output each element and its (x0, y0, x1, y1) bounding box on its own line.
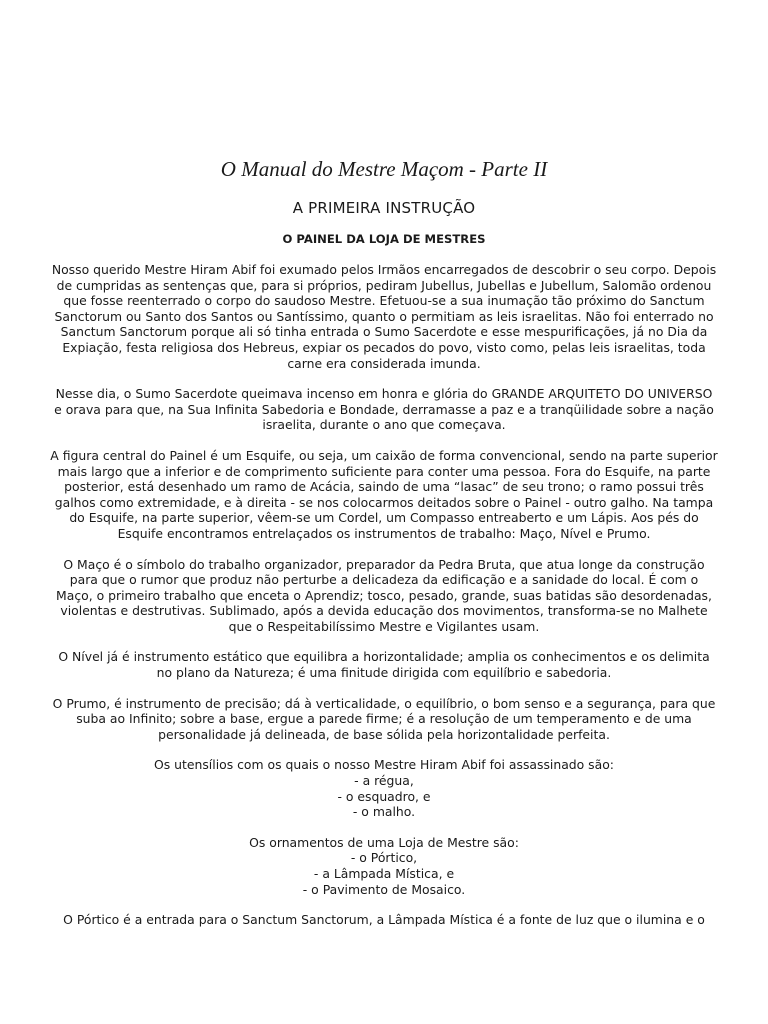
list-item: - o Pavimento de Mosaico. (302, 881, 466, 897)
utensils-list (50, 757, 718, 819)
ornaments-list-intro: Os ornamentos de uma Loja de Mestre são: (249, 834, 519, 850)
list-item: - o esquadro, e (337, 788, 431, 804)
ornaments-list (50, 835, 718, 897)
section-title: A PRIMEIRA INSTRUÇÃO (292, 199, 476, 217)
paragraph-coffin: A figura central do Painel é um Esquife, ou seja, um caixão de forma convencional, sendo na parte superior mais largo que a inferior e de comprimento suficiente para conter uma pessoa. Fora do Esquife, na parte posterior, está desenhado um ramo de Acácia, saindo de uma “lasac” de seu trono; o ramo possui três galhos como extremidade, e à direita - se nos colocarmos deitados sobre o Painel - outro galho. Na tampa do Esquife, na parte superior, vêem-se um Cordel, um Compasso entreaberto e um Lápis. Aos pés do Esquife encontramos entrelaçados os instrumentos de trabalho: Maço, Nível e Prumo. (50, 447, 718, 541)
paragraph-exhumation: Nosso querido Mestre Hiram Abif foi exumado pelos Irmãos encarregados de descobrir o seu corpo. Depois de cumpridas as sentenças que, para si próprios, pediram Jubellus, Jubellas e Jubellum, Salomão ordenou que fosse reenterrado o corpo do saudoso Mestre. Efetuou-se a sua inumação tão próximo do Sanctum Sanctorum ou Santo dos Santos ou Santíssimo, quanto o permitiam as leis israelitas. Não foi enterrado no Sanctum Sanctorum porque ali só tinha entrada o Sumo Sacerdote e esse mespurificações, já no Dia da Expiação, festa religiosa dos Hebreus, expiar os pecados do povo, visto como, pelas leis israelitas, toda carne era considerada imunda. (51, 262, 717, 371)
paragraph-high-priest: Nesse dia, o Sumo Sacerdote queimava incenso em honra e glória do GRANDE ARQUITETO DO UNIVERSO e orava para que, na Sua Infinita Sabedoria e Bondade, derramasse a paz e a tranqüilidade sobre a nação israelita, durante o ano que começava. (54, 386, 714, 433)
list-item: - a Lâmpada Mística, e (313, 866, 455, 881)
list-item: - o Pórtico, (350, 850, 418, 866)
paragraph-mallet: O Maço é o símbolo do trabalho organizador, preparador da Pedra Bruta, que atua longe da construção para que o rumor que produz não perturbe a delicadeza da edificação e a sanidade do local. É com o Maço, o primeiro trabalho que enceta o Aprendiz; tosco, pesado, grande, suas batidas são desordenadas, violentas e destrutivas. Sublimado, após a devida educação dos movimentos, transforma-se no Malhete que o Respeitabilíssimo Mestre e Vigilantes usam. (56, 556, 712, 634)
paragraph-portico: O Pórtico é a entrada para o Sanctum Sanctorum, a Lâmpada Mística é a fonte de luz que o ilumina e o (63, 912, 705, 928)
paragraph-level: O Nível já é instrumento estático que equilibra a horizontalidade; amplia os conhecimentos e os delimita no plano da Natureza; é uma finitude dirigida com equilíbrio e sabedoria. (58, 649, 710, 681)
list-item: - a régua, (354, 773, 414, 789)
paragraph-plumb: O Prumo, é instrumento de precisão; dá à verticalidade, o equilíbrio, o bom senso e a segurança, para que suba ao Infinito; sobre a base, ergue a parede firme; é a resolução de um temperamento e de uma personalidade já delineada, de base sólida pela horizontalidade perfeita. (52, 695, 716, 742)
document-page (50, 0, 718, 928)
document-title: O Manual do Mestre Maçom - Parte II (220, 157, 548, 181)
utensils-list-intro: Os utensílios com os quais o nosso Mestre Hiram Abif foi assassinado são: (154, 757, 614, 773)
subsection-title: O PAINEL DA LOJA DE MESTRES (282, 232, 486, 246)
list-item: - o malho. (352, 804, 416, 820)
